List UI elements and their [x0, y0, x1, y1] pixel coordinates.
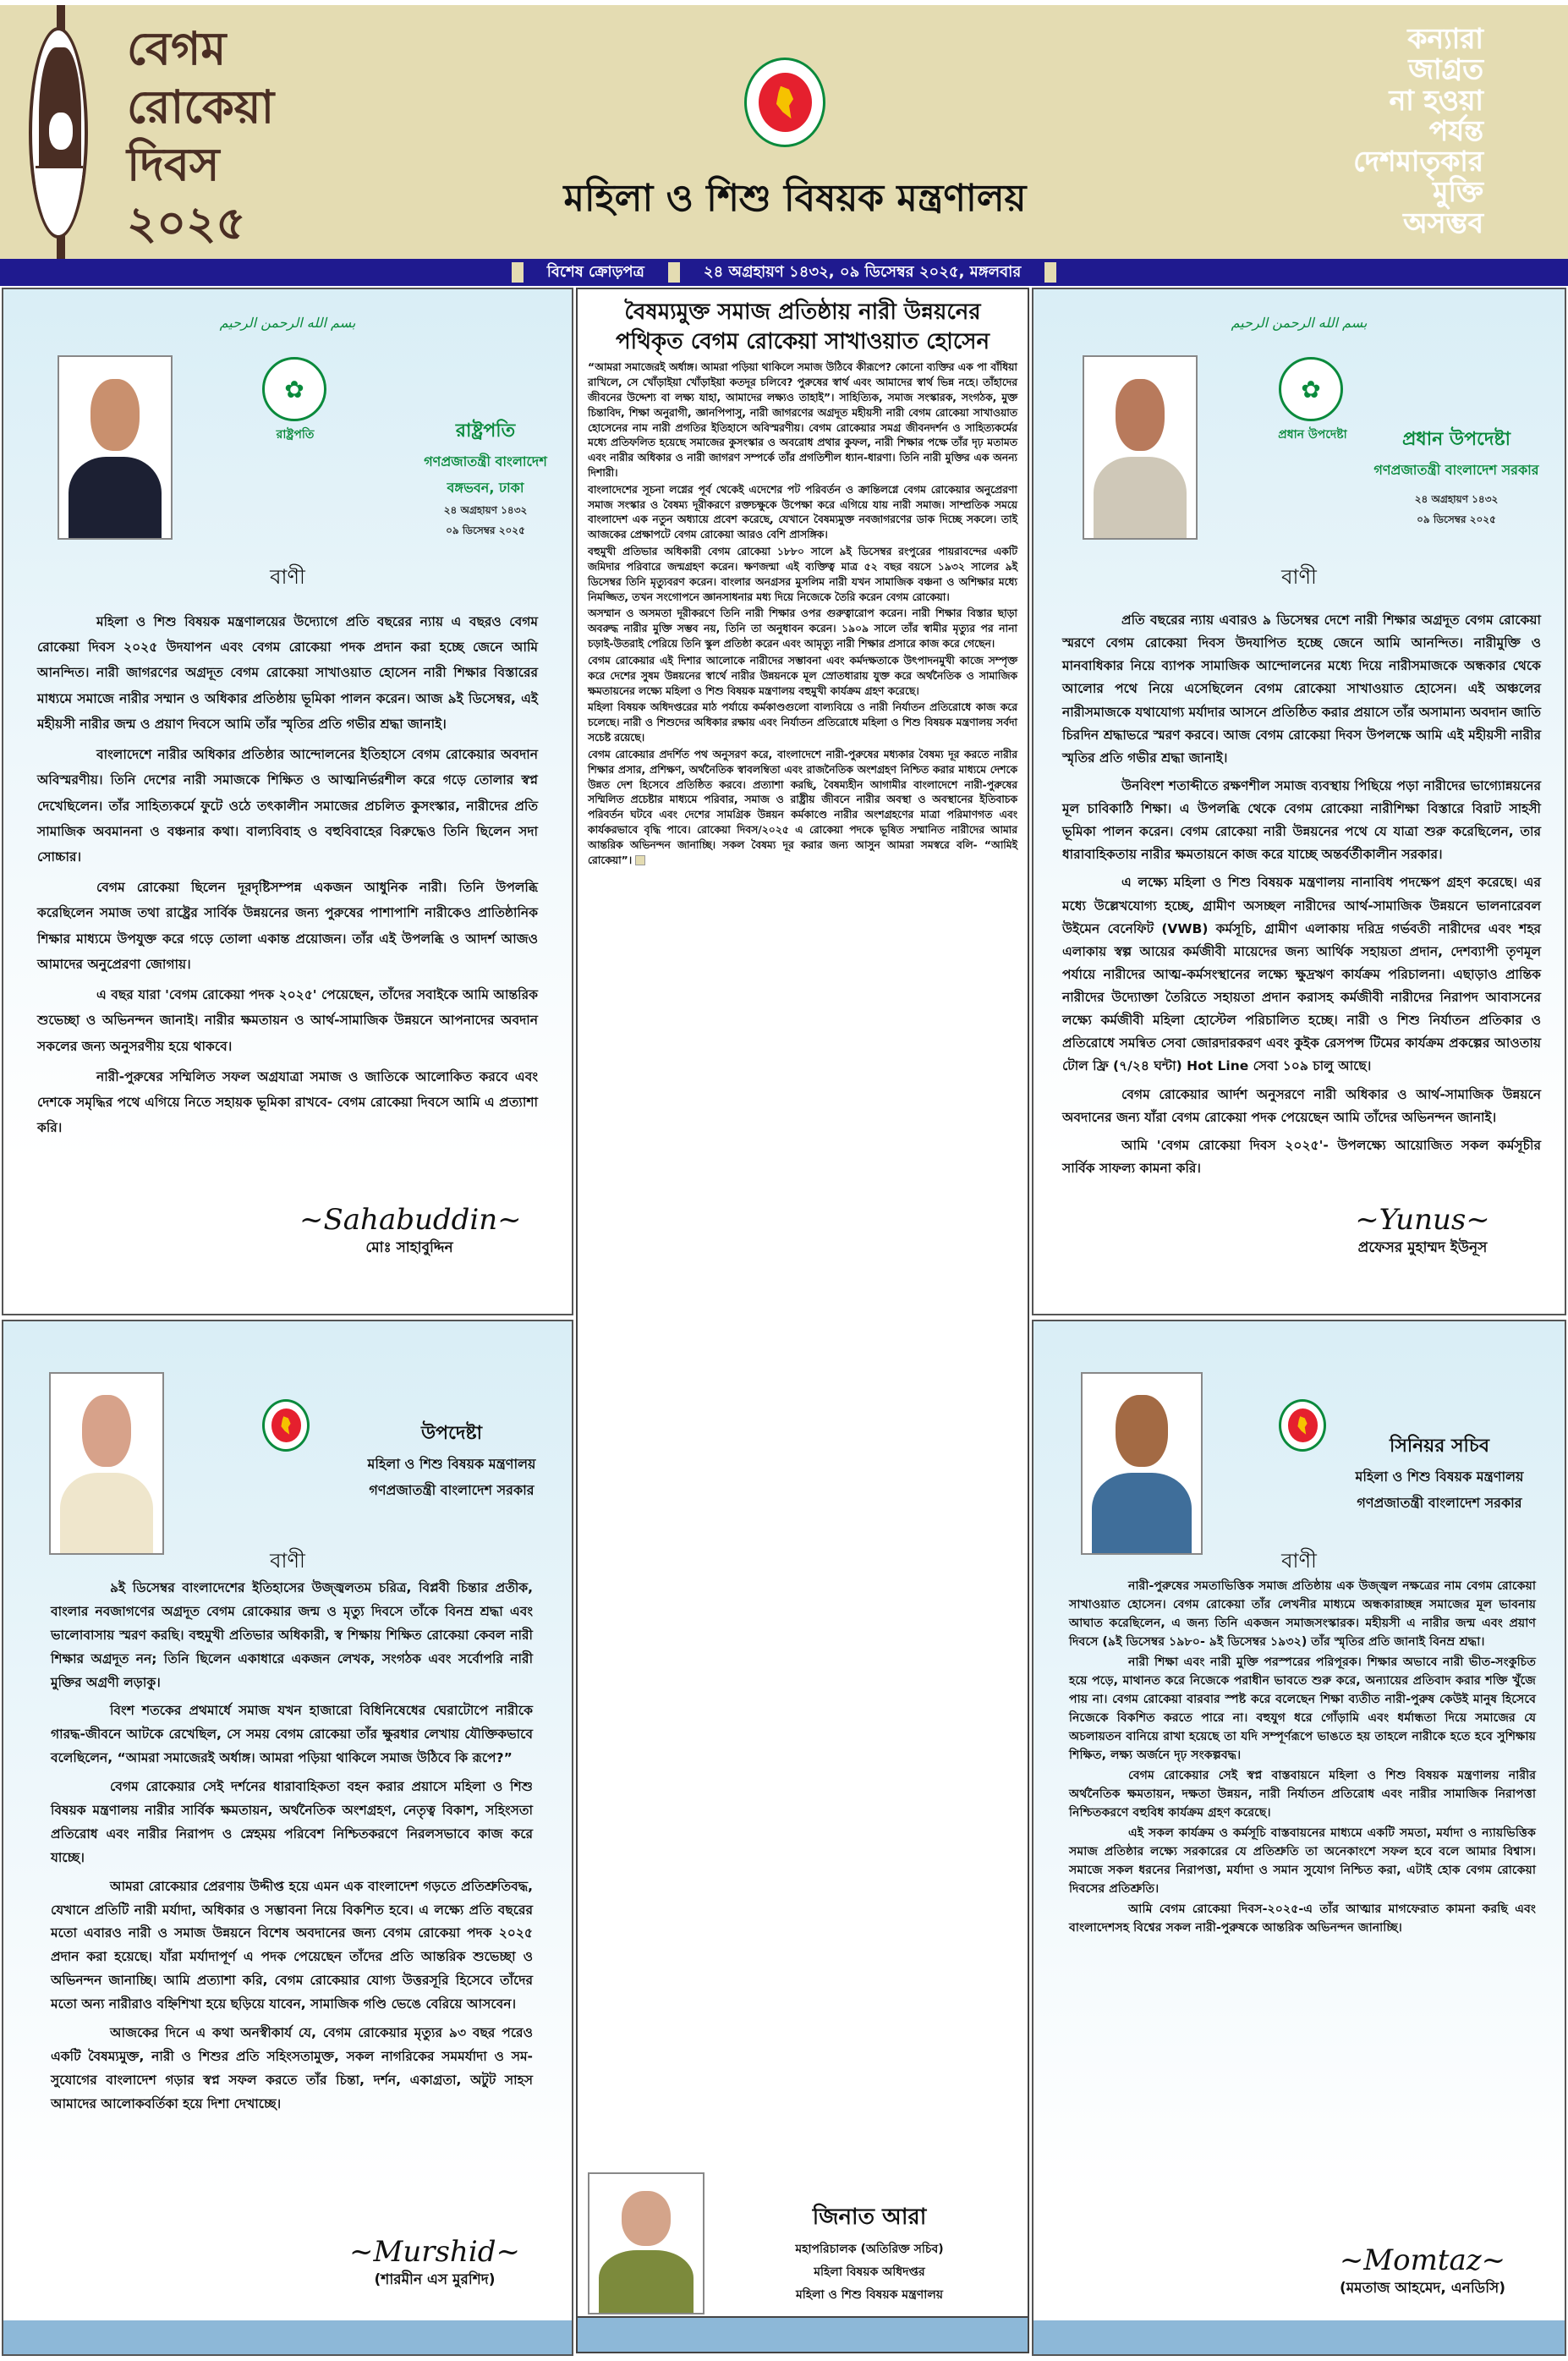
date-gregorian: ০৯ ডিসেম্বর ২০২৫: [1417, 513, 1496, 525]
slogan-line: অসম্ভব: [1403, 206, 1483, 239]
office-ministry: মহিলা ও শিশু বিষয়ক মন্ত্রণালয়: [1355, 1469, 1524, 1485]
senior-secretary-signature: [1304, 2243, 1541, 2301]
event-title: [127, 21, 275, 250]
author-name: জিনাত আরা: [812, 2205, 927, 2230]
slogan-line: জাগ্রত: [1408, 52, 1483, 86]
paragraph: এই সকল কার্যক্রম ও কর্মসূচি বাস্তবায়নের মাধ্যমে একটি সমতা, মর্যাদা ও ন্যায়ভিত্তিক সমাজ প্রতিষ্ঠার লক্ষ্যে সরকারের যে প্রতিশ্রুতি তা অনেকাংশে সফল হবে বলে আমার বিশ্বাস। সমাজে সকল ধরনের নিরাপত্তা, মর্যাদা ও সমান সুযোগ নিশ্চিত করা, এটাই হোক বেগম রোকেয়া দিবসের প্রতিশ্রুতি।: [1069, 1826, 1536, 1896]
paragraph: বেগম রোকেয়া ছিলেন দূরদৃষ্টিসম্পন্ন একজন আধুনিক নারী। তিনি উপলব্ধি করেছিলেন সমাজ তথা রাষ্ট্রের সার্বিক উন্নয়নের জন্য পুরুষের পাশাপাশি নারীকেও প্রাতিষ্ঠানিক শিক্ষার মাধ্যমে উপযুক্ত করে গড়ে তোলা একান্ত প্রয়োজন। তাঁর এই উপলব্ধি ও আদর্শ আজও আমাদের অনুপ্রেরণা জোগায়।: [37, 880, 538, 972]
portrait-shawl: [36, 166, 85, 239]
message-heading: বাণী: [1281, 1549, 1317, 1573]
president-office: [401, 416, 570, 541]
ministry-title: মহিলা ও শিশু বিষয়ক মন্ত্রণালয়: [563, 177, 1027, 220]
ministry-seal-icon: [262, 1399, 310, 1452]
paragraph: বাংলাদেশের সূচনা লগ্নের পূর্ব থেকেই এদেশের পট পরিবর্তন ও ক্রান্তিলগ্নে বেগম রোকেয়ার অনুপ্রেরণা সমাজ সংস্কার ও বৈষম্য দূরীকরণে রক্তচক্ষুকে উপেক্ষা করে এগিয়ে যায় নারী সমাজ। সাম্প্রতিক সময়ে বাংলাদেশ এক নতুন অধ্যায়ে প্রবেশ করেছে, যেখানে বৈষম্যমুক্ত নবজাগরণের ডাক দিচ্ছে সকলে। তাই আজকের প্রেক্ষাপটে বেগম রোকেয়া আরও বেশি প্রাসঙ্গিক।: [588, 483, 1017, 541]
supplement-label: বিশেষ ক্রোড়পত্র: [546, 262, 644, 281]
author-ministry: মহিলা ও শিশু বিষয়ক মন্ত্রণালয়: [795, 2288, 944, 2302]
event-title-line: রোকেয়া: [127, 79, 275, 134]
paragraph: বেগম রোকেয়ার এই দিশার আলোকে নারীদের সম্ভাবনা এবং কর্মদক্ষতাকে উৎপাদনমুখী কাজে সম্পৃক্ত করে দেশের সুষম উন্নয়নের স্বার্থে নারীর উন্নয়নকে মূল স্রোতধারায় যুক্ত করে অর্থনৈতিক ও সামাজিক ক্ষমতায়নের লক্ষ্যে মহিলা ও শিশু বিষয়ক মন্ত্রণালয় বহুমুখী কার্যক্রম গ্রহণ করেছে।: [588, 654, 1017, 697]
date-bangla: ২৪ অগ্রহায়ণ ১৪৩২: [443, 504, 528, 516]
adviser-message-panel: [2, 1320, 573, 2356]
paragraph: অসম্মান ও অসমতা দূরীকরণে তিনি নারী শিক্ষার ওপর গুরুত্বারোপ করেন। নারী শিক্ষার বিস্তার ছাড়া অবরুদ্ধ নারীর মুক্তি সম্ভব নয়, তিনি তা অনুধাবন করেন। ১৯০৯ সালে তাঁর স্বামীর মৃত্যুর পর নানা চড়াই-উতরাই পেরিয়ে তিনি স্কুল প্রতিষ্ঠা করেন এবং আমৃত্যু নারী শিক্ষার প্রসারে কাজ করে গেছেন।: [588, 607, 1017, 651]
bullet-square-icon: [668, 262, 680, 283]
adviser-signature: [325, 2235, 545, 2292]
article-headline: [584, 298, 1021, 357]
bismillah: بسم الله الرحمن الرحيم: [1231, 315, 1368, 331]
headline-line: বৈষম্যমুক্ত সমাজ প্রতিষ্ঠায় নারী উন্নয়নের: [624, 299, 981, 325]
paragraph: এ বছর যারা 'বেগম রোকেয়া পদক ২০২৫' পেয়েছেন, তাঁদের সবাইকে আমি আন্তরিক শুভেচ্ছা ও অভিনন্দন জানাই। নারীর ক্ষমতায়ন ও আর্থ-সামাজিক উন্নয়নে আপনাদের অবদান সকলের জন্য অনুসরণীয় হয়ে থাকবে।: [37, 987, 538, 1054]
event-title-line: বেগম: [127, 21, 227, 75]
chief-adviser-message-body: [1062, 609, 1541, 1185]
slogan-line: কন্যারা: [1407, 22, 1483, 55]
paragraph: বাংলাদেশে নারীর অধিকার প্রতিষ্ঠার আন্দোলনের ইতিহাসে বেগম রোকেয়ার অবদান অবিস্মরণীয়। তিনি দেশের নারী সমাজকে শিক্ষিত ও আত্মনির্ভরশীল করে গড়ে তোলার স্বপ্ন দেখেছিলেন। তাঁর সাহিত্যকর্মে ফুটে ওঠে তৎকালীন সমাজের প্রচলিত কুসংস্কার, নারীদের প্রতি সামাজিক অবমাননা ও বঞ্চনার কথা। বাল্যবিবাহ ও বহুবিবাহের বিরুদ্ধেও তিনি ছিলেন সদা সোচ্চার।: [37, 747, 538, 865]
decorative-band: [3, 2320, 572, 2354]
paragraph: “আমরা সমাজেরই অর্ধাঙ্গ। আমরা পড়িয়া থাকিলে সমাজ উঠিবে কীরূপে? কোনো ব্যক্তির এক পা বাঁধিয়া রাখিলে, সে খোঁড়াইয়া খোঁড়াইয়া কতদূর চলিবে? পুরুষের স্বার্থ এবং আমাদের স্বার্থ ভিন্ন নহে। তাঁহাদের জীবনের উদ্দেশ্য বা লক্ষ্য যাহা, আমাদের লক্ষ্যও তাহাই”। সাহিত্যিক, সমাজ সংস্কারক, সংগঠক, মুক্ত চিন্তাবিদ, শিক্ষা অনুরাগী, জ্ঞানপিপাসু, নারী জাগরণের অগ্রদূত মহীয়সী নারী বেগম রোকেয়া সাখাওয়াত হোসেনের নাম নারী প্রগতির ইতিহাসে অবিস্মরণীয়। বেগম রোকেয়ার সমগ্র জীবনদর্শন ও সাহিত্যকর্মের মধ্যে প্রতিফলিত হয়েছে সমাজের কুসংস্কার ও অবরোধ প্রথার কুফল, নারী শিক্ষার পক্ষে তাঁর দৃঢ় মতামত এবং নারীর অধিকার ও নারী জাগরণ সম্পর্কে তাঁর প্রগতিশীল ধ্যান-ধারণা। তিনি নারী মুক্তির এক অনন্য দিশারী।: [588, 361, 1017, 479]
senior-secretary-office: [1338, 1431, 1541, 1515]
message-heading: বাণী: [1281, 565, 1317, 589]
slogan-line: মুক্তি: [1433, 175, 1483, 209]
chief-adviser-signature: [1313, 1203, 1532, 1260]
paragraph: মহিলা বিষয়ক অধিদপ্তরের মাঠ পর্যায়ে কর্মকাণ্ডগুলো বাল্যবিয়ে ও নারী নির্যাতন প্রতিরোধে কাজ করে চলেছে। নারী ও শিশুদের অধিকার রক্ষায় এবং নির্যাতন প্রতিরোধে মহিলা ও শিশু বিষয়ক মন্ত্রণালয় সর্বদা সচেষ্ট রয়েছে।: [588, 701, 1017, 744]
author-meta: [713, 2199, 1026, 2305]
paragraph: বেগম রোকেয়ার আর্দশ অনুসরণে নারী অধিকার ও আর্থ-সামাজিক উন্নয়নে অবদানের জন্য যাঁরা বেগম রোকেয়া পদক পেয়েছেন আমি তাঁদের অভিনন্দন জানাই।: [1062, 1086, 1541, 1125]
bismillah: بسم الله الرحمن الرحيم: [219, 315, 356, 331]
masthead: [0, 5, 1568, 259]
office-title: রাষ্ট্রপতি: [455, 420, 516, 442]
adviser-office: [350, 1419, 553, 1502]
portrait-face: [47, 111, 74, 151]
paragraph: মহিলা ও শিশু বিষয়ক মন্ত্রণালয়ের উদ্যোগে প্রতি বছরের ন্যায় এ বছরও বেগম রোকেয়া দিবস ২০২৫ উদযাপন এবং বেগম রোকেয়া পদক প্রদান করা হচ্ছে জেনে আমি আনন্দিত। নারী জাগরণের অগ্রদূত বেগম রোকেয়া সাখাওয়াত হোসেন নারী শিক্ষার বিস্তারের মাধ্যমে সমাজে নারীর সম্মান ও অধিকার প্রতিষ্ঠায় ভূমিকা পালন করেন। আজ ৯ই ডিসেম্বর, এই মহীয়সী নারীর জন্ম ও প্রয়াণ দিবসে আমি তাঁর স্মৃতির প্রতি গভীর শ্রদ্ধা জানাই।: [37, 614, 538, 732]
date-gregorian: ০৯ ডিসেম্বর ২০২৫: [446, 524, 525, 536]
emblem-caption: রাষ্ট্রপতি: [276, 428, 315, 442]
paragraph: নারী শিক্ষা এবং নারী মুক্তি পরস্পরের পরিপূরক। শিক্ষার অভাবে নারী ভীত-সংকুচিত হয়ে পড়ে, মাথানত করে নিজেকে পরাধীন ভাবতে শুরু করে, অন্যায়ের প্রতিবাদ করার শক্তি খুঁজে পায় না। বেগম রোকেয়া বারবার স্পষ্ট করে বলেছেন শিক্ষা ব্যতীত নারী-পুরুষ কেউই মানুষ হিসেবে নিজেকে বিকশিত করতে পারে না। বহুযুগ ধরে গোঁড়ামি এবং ধর্মান্ধতা দিয়ে সমাজের যে অচলায়তন বানিয়ে রাখা হয়েছে তা যদি সম্পূর্ণরূপে ভাঙতে হয় তাহলে নারীকে হতে হবে সুশিক্ষায় শিক্ষিত, লক্ষ্য অর্জনে দৃঢ় সংকল্পবদ্ধ।: [1069, 1655, 1536, 1762]
bullet-square-icon: [1044, 262, 1056, 283]
signature-scrawl-icon: ~Murshid~: [349, 2235, 520, 2269]
president-photo: [58, 355, 173, 540]
paragraph: নারী-পুরুষের সম্মিলিত সফল অগ্রযাত্রা সমাজ ও জাতিকে আলোকিত করবে এবং দেশকে সমৃদ্ধির পথে এগিয়ে নিতে সহায়ক ভূমিকা রাখবে- বেগম রোকেয়া দিবসে আমি এ প্রত্যাশা করি।: [37, 1068, 538, 1136]
office-subtitle: গণপ্রজাতন্ত্রী বাংলাদেশ: [424, 453, 547, 469]
signatory-name: মোঃ সাহাবুদ্দিন: [365, 1239, 453, 1256]
message-heading: বাণী: [270, 1549, 305, 1573]
office-government: গণপ্রজাতন্ত্রী বাংলাদেশ সরকার: [1357, 1495, 1522, 1511]
office-government: গণপ্রজাতন্ত্রী বাংলাদেশ সরকার: [369, 1482, 535, 1498]
paragraph: আমি বেগম রোকেয়া দিবস-২০২৫-এ তাঁর আত্মার মাগফেরাত কামনা করছি এবং বাংলাদেশসহ বিশ্বের সকল নারী-পুরুষকে আন্তরিক অভিনন্দন জানাচ্ছি।: [1069, 1903, 1536, 1935]
paragraph: বেগম রোকেয়ার সেই দর্শনের ধারাবাহিকতা বহন করার প্রয়াসে মহিলা ও শিশু বিষয়ক মন্ত্রণালয় নারীর সার্বিক ক্ষমতায়ন, অর্থনৈতিক অংশগ্রহণ, নেতৃত্ব বিকাশ, সহিংসতা প্রতিরোধ এবং নারীর নিরাপদ ও স্নেহময় পরিবেশ নিশ্চিতকরণে নিরলসভাবে কাজ করে যাচ্ছে।: [51, 1779, 533, 1865]
author-photo: [588, 2172, 705, 2314]
signature-scrawl-icon: ~Momtaz~: [1339, 2243, 1506, 2277]
dateline-bar: [0, 259, 1568, 286]
date-bangla: ২৪ অগ্রহায়ণ ১৪৩২: [1414, 493, 1499, 505]
decorative-band: [576, 2318, 1029, 2353]
office-title: সিনিয়র সচিব: [1390, 1436, 1489, 1457]
president-signature: [299, 1203, 522, 1260]
paragraph: [588, 748, 1017, 869]
slogan-line: না হওয়া: [1389, 83, 1483, 117]
president-emblem-icon: ✿: [262, 357, 326, 421]
senior-secretary-message-panel: [1032, 1320, 1566, 2356]
article-author: [576, 2166, 1029, 2318]
paragraph: এ লক্ষ্যে মহিলা ও শিশু বিষয়ক মন্ত্রণালয় নানাবিধ পদক্ষেপ গ্রহণ করেছে। এর মধ্যে উল্লেখযোগ্য হচ্ছে, গ্রামীণ অসচ্ছল নারীদের আর্থ-সামাজিক উন্নয়নে ভালনারেবল উইমেন বেনেফিট (VWB) কর্মসূচি, গ্রামীণ এলাকায় দরিদ্র গর্ভবতী নারীদের এবং শহর এলাকায় স্বল্প আয়ের কর্মজীবী মায়েদের জন্য আর্থিক সহায়তা প্রদান, দেশব্যাপী তৃণমূল পর্যায়ে নারীদের আত্ম-কর্মসংস্থানের লক্ষ্যে ক্ষুদ্রঋণ কার্যক্রম পরিচালনা। এছাড়াও প্রান্তিক নারীদের উদ্যোক্তা তৈরিতে সহায়তা প্রদান করাসহ কর্মজীবী নারীদের নিরাপদ আবাসনের লক্ষ্যে কর্মজীবী মহিলা হোস্টেল পরিচালিত হচ্ছে। নারী ও শিশু নির্যাতন প্রতিকার ও প্রতিরোধে সমন্বিত সেবা জোরদারকরণ এবং কুইক রেসপন্স টিমের কার্যক্রম প্রকল্পের আওতায় টোল ফ্রি (৭/২৪ ঘন্টা) Hot Line সেবা ১০৯ চালু আছে।: [1062, 875, 1541, 1074]
government-seal-icon: [744, 58, 825, 147]
signature-scrawl-icon: ~Sahabuddin~: [299, 1203, 522, 1237]
paragraph: আমি 'বেগম রোকেয়া দিবস ২০২৫'- উপলক্ষ্যে আয়োজিত সকল কর্মসূচীর সার্বিক সাফল্য কামনা করি।: [1062, 1137, 1541, 1176]
paragraph: বেগম রোকেয়ার সেই স্বপ্ন বাস্তবায়নে মহিলা ও শিশু বিষয়ক মন্ত্রণালয় নারীর অর্থনৈতিক ক্ষমতায়ন, দক্ষতা উন্নয়ন, নারী নির্যাতন প্রতিরোধ এবং নারীর সামাজিক নিরাপত্তা নিশ্চিতকরণে বহুবিধ কার্যক্রম গ্রহণ করেছে।: [1069, 1769, 1536, 1820]
paragraph: আজকের দিনে এ কথা অনস্বীকার্য যে, বেগম রোকেয়ার মৃত্যুর ৯৩ বছর পরেও একটি বৈষম্যমুক্ত, নারী ও শিশুর প্রতি সহিংসতামুক্ত, সকল নাগরিকের সমমর্যাদা ও সম-সুযোগের বাংলাদেশ গড়ার স্বপ্ন সফল করতে তাঁর চিন্তা, দর্শন, একাগ্রতা, অটুট সাহস আমাদের আলোকবর্তিকা হয়ে দিশা দেখাচ্ছে।: [51, 2025, 533, 2111]
senior-secretary-photo: [1081, 1372, 1203, 1555]
paragraph: নারী-পুরুষের সমতাভিত্তিক সমাজ প্রতিষ্ঠায় এক উজ্জ্বল নক্ষত্রের নাম বেগম রোকেয়া সাখাওয়াত হোসেন। বেগম রোকেয়া তাঁর লেখনীর মাধ্যমে অন্ধকারাচ্ছন্ন সমাজের মূল ভাবনায় আঘাত করেছিলেন, এ জন্য তিনি একজন সমাজসংস্কারক। মহীয়সী এ নারীর জন্ম এবং প্রয়াণ দিবসে (৯ই ডিসেম্বর ১৯৮০- ৯ই ডিসেম্বর ১৯৩২) তাঁর স্মৃতির প্রতি জানাই বিনম্র শ্রদ্ধা।: [1069, 1579, 1536, 1649]
event-title-line: দিবস: [127, 137, 220, 192]
paragraph-text: বেগম রোকেয়ার প্রদর্শিত পথ অনুসরণ করে, বাংলাদেশে নারী-পুরুষের মধ্যকার বৈষম্য দূর করতে নারীর শিক্ষার প্রসার, প্রশিক্ষণ, অর্থনৈতিক স্বাবলম্বিতা এবং রাজনৈতিক অংশগ্রহণ নিশ্চিত করার মাধ্যমে দেশকে উন্নত দেশ হিসেবে প্রতিষ্ঠিত করবে। প্রত্যাশা করছি, বৈষম্যহীন আগামীর বাংলাদেশে নারী-পুরুষের সম্মিলিত প্রচেষ্টার মাধ্যমে পরিবার, সমাজ ও রাষ্ট্রীয় জীবনে নারীর অবস্থা ও অবস্থানের ইতিবাচক পরিবর্তন ঘটবে এবং দেশের সামগ্রিক উন্নয়ন কর্মকাণ্ডে নারীর অংশগ্রহণের মাত্রা পরিমাণগত এবং কার্যকরভাবে বৃদ্ধি পাবে। রোকেয়া দিবস/২০২৫ এ রোকেয়া পদকে ভূষিত সম্মানিত নারীদের আমার আন্তরিক অভিনন্দন জানাচ্ছি। সকল বৈষম্য দূর করার জন্য আসুন আমরা সমস্বরে বলি- “আমিই রোকেয়া”।: [588, 748, 1017, 866]
president-message-body: [37, 609, 538, 1145]
chief-adviser-message-panel: [1032, 288, 1566, 1315]
article-body: [588, 360, 1017, 868]
paragraph: আমরা রোকেয়ার প্রেরণায় উদ্দীপ্ত হয়ে এমন এক বাংলাদেশ গড়তে প্রতিশ্রুতিবদ্ধ, যেখানে প্রতিটি নারী মর্যাদা, অধিকার ও সম্ভাবনা নিয়ে বিকশিত হবে। এ লক্ষ্যে প্রতি বছরের মতো এবারও নারী ও সমাজ উন্নয়নে বিশেষ অবদানের জন্য বেগম রোকেয়া পদক ২০২৫ প্রদান করা হয়েছে। যাঁরা মর্যাদাপূর্ণ এ পদক পেয়েছেন তাঁদের প্রতি আন্তরিক শুভেচ্ছা ও অভিনন্দন জানাচ্ছি। আমি প্রত্যাশা করি, বেগম রোকেয়ার যোগ্য উত্তরসূরি হিসেবে তাঁদের মতো অন্য নারীরাও বহ্নিশিখা হয়ে ছড়িয়ে যাবেন, সামাজিক গণ্ডি ভেঙে বেরিয়ে আসবেন।: [51, 1878, 533, 2012]
decorative-band: [1033, 2320, 1565, 2354]
bullet-square-icon: [512, 262, 524, 283]
headline-line: পথিকৃত বেগম রোকেয়া সাখাওয়াত হোসেন: [616, 329, 990, 355]
chief-adviser-photo: [1083, 355, 1198, 540]
slogan-line: দেশমাতৃকার: [1353, 145, 1483, 178]
paragraph: বহুমুখী প্রতিভার অধিকারী বেগম রোকেয়া ১৮৮০ সালে ৯ই ডিসেম্বর রংপুরের পায়রাবন্দের একটি জমিদার পরিবারে জন্মগ্রহণ করেন। ক্ষণজন্মা এই ব্যক্তিত্ব মাত্র ৫২ বছর বয়সে ১৯৩২ সালের ৯ই ডিসেম্বর তিনি মৃত্যুবরণ করেন। বাংলার অনগ্রসর মুসলিম নারী যখন সামাজিক বঞ্চনা ও অশিক্ষার মধ্যে নিমজ্জিত, তখন সংগোপনে জ্ঞানসাধনার মধ্য দিয়ে নিজেকে তৈরি করেন বেগম রোকেয়া।: [588, 546, 1017, 603]
office-location: বঙ্গভবন, ঢাকা: [447, 480, 524, 496]
author-designation: মহাপরিচালক (অতিরিক্ত সচিব): [795, 2243, 944, 2256]
paragraph: প্রতি বছরের ন্যায় এবারও ৯ ডিসেম্বর দেশে নারী শিক্ষার অগ্রদূত বেগম রোকেয়া স্মরণে বেগম রোকেয়া দিবস উদযাপিত হচ্ছে জেনে আমি আনন্দিত। নারীমুক্তি ও মানবাধিকার নিয়ে ব্যাপক সামাজিক আন্দোলনের মধ্যে দিয়ে নারীসমাজকে অন্ধকার থেকে আলোর পথে নিয়ে এসেছিলেন বেগম রোকেয়া সাখাওয়াত হোসেন। এই অঞ্চলের নারীসমাজকে যথাযোগ্য মর্যাদার আসনে প্রতিষ্ঠিত করার প্রয়াসে তাঁর অসামান্য অবদান জাতি চিরদিন শ্রদ্ধাভরে স্মরণ করবে। আজ বেগম রোকেয়া দিবস উপলক্ষে আমি এই মহীয়সী নারীর স্মৃতির প্রতি গভীর শ্রদ্ধা জানাই।: [1062, 612, 1541, 766]
begum-rokeya-portrait: [29, 27, 88, 239]
president-message-panel: [2, 288, 573, 1315]
slogan: [1297, 24, 1483, 239]
emblem-caption: প্রধান উপদেষ্টা: [1278, 428, 1347, 442]
signatory-name: (মমতাজ আহমেদ, এনডিসি): [1339, 2280, 1506, 2297]
paragraph: ৯ই ডিসেম্বর বাংলাদেশের ইতিহাসের উজ্জ্বলতম চরিত্র, বিপ্লবী চিন্তার প্রতীক, বাংলার নবজাগণের অগ্রদূত বেগম রোকেয়ার জন্ম ও মৃত্যু দিবসে তাঁকে বিনম্র শ্রদ্ধা এবং ভালোবাসায় স্মরণ করছি। বহুমুখী প্রতিভার অধিকারী, স্ব শিক্ষায় শিক্ষিত রোকেয়া কেবল নারী শিক্ষার অগ্রদূত নন; তিনি ছিলেন একাধারে একজন লেখক, সংগঠক এবং সর্বোপরি নারী মুক্তির অগ্রণী লড়াকু।: [51, 1580, 533, 1690]
adviser-message-body: [51, 1577, 533, 2122]
paragraph: বিংশ শতকের প্রথমার্ধে সমাজ যখন হাজারো বিধিনিষেধের ঘেরাটোপে নারীকে গারদ্ধ-জীবনে আটকে রেখেছিল, সে সময় বেগম রোকেয়া তাঁর ক্ষুরধার লেখায় যৌক্তিকভাবে বলেছিলেন, “আমরা সমাজেরই অর্ধাঙ্গ। আমরা পড়িয়া থাকিলে সমাজ উঠিবে কি রূপে?”: [51, 1703, 533, 1766]
paragraph: উনবিংশ শতাব্দীতে রক্ষণশীল সমাজ ব্যবস্থায় পিছিয়ে পড়া নারীদের ভাগ্যোন্নয়নের মূল চাবিকাঠি শিক্ষা। এ উপলব্ধি থেকে বেগম রোকেয়া নারীশিক্ষা বিস্তারে বিরাট সাহসী ভূমিকা পালন করেন। বেগম রোকেয়া নারী উন্নয়নের পথে যে যাত্রা শুরু করেছিলেন, তার ধারাবাহিকতায় নারীর ক্ষমতায়নে কাজ করে যাচ্ছে অন্তর্বর্তীকালীন সরকার।: [1062, 777, 1541, 863]
chief-adviser-emblem-icon: ✿: [1279, 357, 1343, 421]
office-ministry: মহিলা ও শিশু বিষয়ক মন্ত্রণালয়: [367, 1456, 536, 1472]
feature-article: [576, 288, 1029, 2280]
chief-adviser-office: [1355, 425, 1558, 530]
event-title-line: ২০২৫: [127, 195, 246, 250]
slogan-line: পর্যন্ত: [1428, 113, 1483, 147]
office-title: উপদেষ্টা: [420, 1423, 483, 1444]
end-mark-icon: [635, 855, 645, 865]
office-subtitle: গণপ্রজাতন্ত্রী বাংলাদেশ সরকার: [1373, 462, 1539, 478]
message-heading: বাণী: [270, 565, 305, 589]
office-title: প্রধান উপদেষ্টা: [1402, 429, 1510, 450]
adviser-photo: [49, 1372, 164, 1555]
signatory-name: প্রফেসর মুহাম্মদ ইউনূস: [1357, 1239, 1488, 1256]
ministry-seal-icon: [1279, 1399, 1326, 1452]
signature-scrawl-icon: ~Yunus~: [1355, 1203, 1490, 1237]
signatory-name: (শারমীন এস মুরশিদ): [374, 2271, 496, 2288]
senior-secretary-message-body: [1069, 1577, 1536, 1939]
author-department: মহিলা বিষয়ক অধিদপ্তর: [814, 2265, 925, 2279]
issue-date: ২৪ অগ্রহায়ণ ১৪৩২, ০৯ ডিসেম্বর ২০২৫, মঙ্গলবার: [703, 262, 1022, 281]
